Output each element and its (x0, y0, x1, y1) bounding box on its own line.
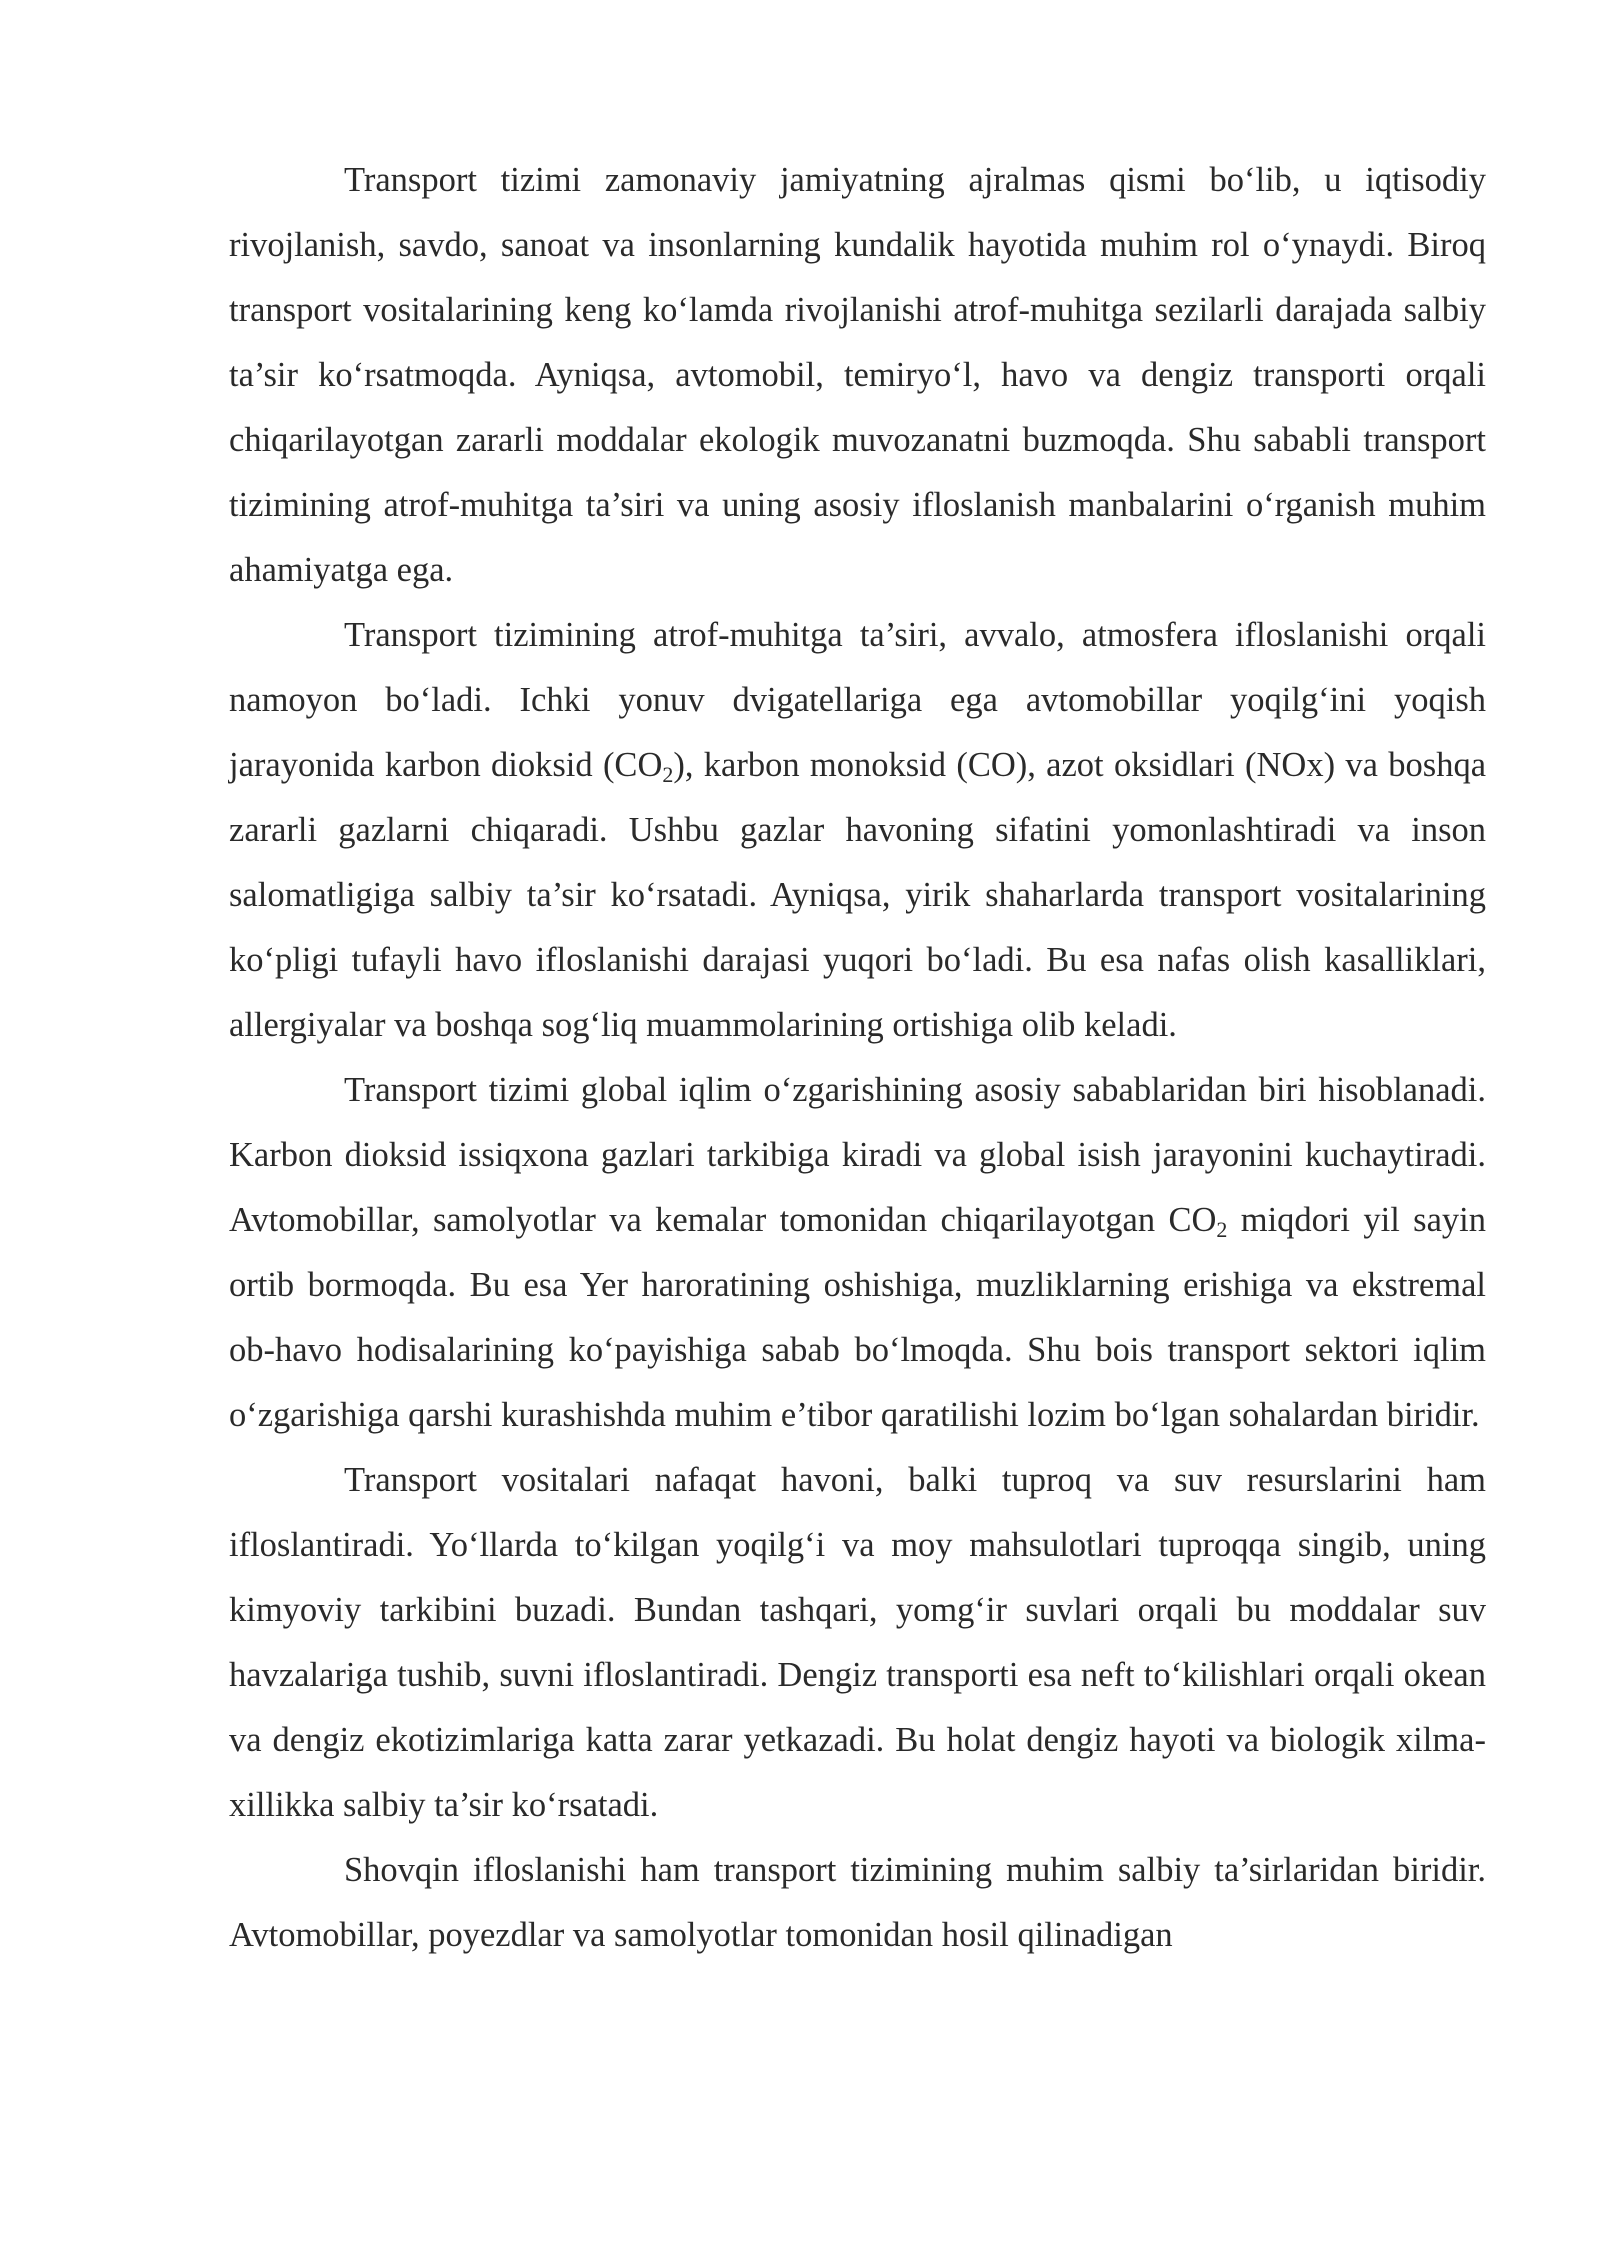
paragraph-text: ), karbon monoksid (CO), azot oksidlari (NOx) va boshqa zararli gazlarni chiqaradi. Ushbu gazlar havoning sifatini yomonlashtiradi va inson salomatligiga salbiy ta’sir ko‘rsatadi. Ayniqsa, yirik shaharlarda transport vositalarining ko‘pligi tufayli havo ifloslanishi darajasi yuqori bo‘ladi. Bu esa nafas olish kasalliklari, allergiyalar va boshqa sog‘liq muammolarining ortishiga olib keladi. (229, 746, 1487, 1044)
paragraph (229, 148, 1486, 603)
document-page (229, 148, 1486, 1968)
paragraph-text: Transport tizimining atrof-muhitga ta’siri, avvalo, atmosfera ifloslanishi orqali namoyon bo‘ladi. Ichki yonuv dvigatellariga ega avtomobillar yoqilg‘ini yoqish jarayonida karbon dioksid (CO (229, 616, 1486, 784)
subscript: 2 (662, 762, 674, 787)
paragraph (229, 1448, 1486, 1838)
paragraph-text: miqdori yil sayin ortib bormoqda. Bu esa Yer haroratining oshishiga, muzliklarning erishiga va ekstremal ob-havo hodisalarining ko‘payishiga sabab bo‘lmoqda. Shu bois transport sektori iqlim o‘zgarishiga qarshi kurashishda muhim e’tibor qaratilishi lozim bo‘lgan sohalardan biridir. (229, 1201, 1486, 1434)
paragraph-text: Transport tizimi zamonaviy jamiyatning ajralmas qismi bo‘lib, u iqtisodiy rivojlanish, savdo, sanoat va insonlarning kundalik hayotida muhim rol o‘ynaydi. Biroq transport vositalarining keng ko‘lamda rivojlanishi atrof-muhitga sezilarli darajada salbiy ta’sir ko‘rsatmoqda. Ayniqsa, avtomobil, temiryo‘l, havo va dengiz transporti orqali chiqarilayotgan zararli moddalar ekologik muvozanatni buzmoqda. Shu sababli transport tizimining atrof-muhitga ta’siri va uning asosiy ifloslanish manbalarini o‘rganish muhim ahamiyatga ega. (229, 161, 1486, 589)
paragraph (229, 1838, 1486, 1968)
paragraph (229, 603, 1486, 1058)
paragraph-text: Shovqin ifloslanishi ham transport tizimining muhim salbiy ta’sirlaridan biridir. Avtomobillar, poyezdlar va samolyotlar tomonidan hosil qilinadigan (229, 1851, 1486, 1954)
paragraph (229, 1058, 1486, 1448)
paragraph-text: Transport vositalari nafaqat havoni, balki tuproq va suv resurslarini ham ifloslantiradi. Yo‘llarda to‘kilgan yoqilg‘i va moy mahsulotlari tuproqqa singib, uning kimyoviy tarkibini buzadi. Bundan tashqari, yomg‘ir suvlari orqali bu moddalar suv havzalariga tushib, suvni ifloslantiradi. Dengiz transporti esa neft to‘kilishlari orqali okean va dengiz ekotizimlariga katta zarar yetkazadi. Bu holat dengiz hayoti va biologik xilma-xillikka salbiy ta’sir ko‘rsatadi. (229, 1461, 1486, 1824)
subscript: 2 (1216, 1217, 1228, 1242)
paragraph-text: Transport tizimi global iqlim o‘zgarishining asosiy sabablaridan biri hisoblanadi. Karbon dioksid issiqxona gazlari tarkibiga kiradi va global isish jarayonini kuchaytiradi. Avtomobillar, samolyotlar va kemalar tomonidan chiqarilayotgan CO (229, 1071, 1486, 1239)
